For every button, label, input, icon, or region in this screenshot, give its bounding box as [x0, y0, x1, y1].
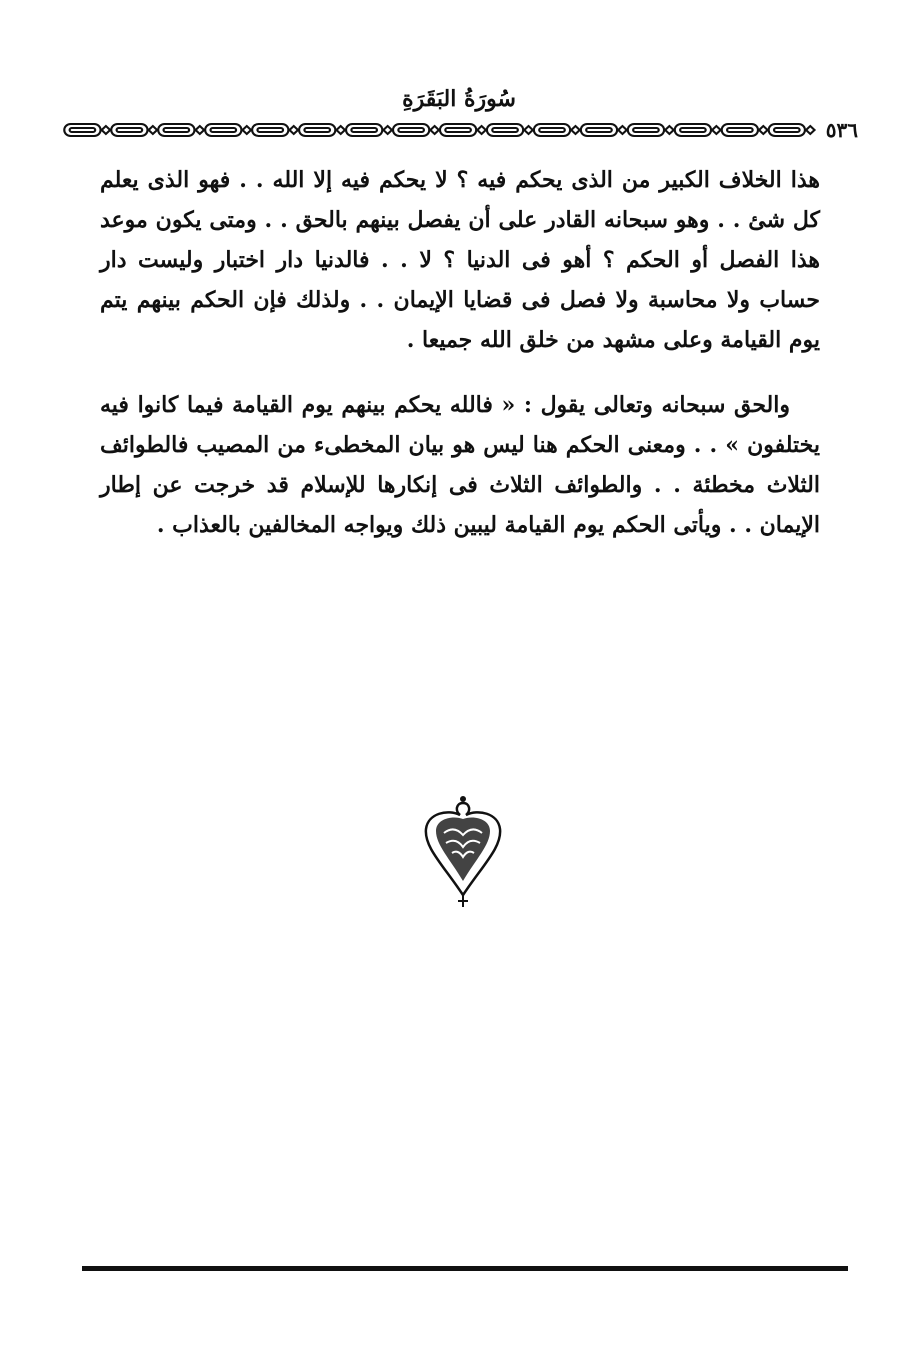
paragraph-1: هذا الخلاف الكبير من الذى يحكم فيه ؟ لا يحكم فيه إلا الله . . فهو الذى يعلم كل شئ . . وهو سبحانه القادر على أن يفصل بينهم بالحق . . ومتى يكون موعد هذا الفصل أو الحكم ؟ أهو فى الدنيا ؟ لا . . فالدنيا دار اختبار وليست دار حساب ولا محاسبة ولا فصل فى قضايا الإيمان . . ولذلك فإن الحكم بينهم يتم يوم القيامة وعلى مشهد من خلق الله جميعا . — [100, 167, 820, 353]
heart-ornament-icon — [418, 795, 508, 910]
footer-rule — [82, 1266, 848, 1271]
paragraph-2: والحق سبحانه وتعالى يقول : « فالله يحكم بينهم يوم القيامة فيما كانوا فيه يختلفون » . . ومعنى الحكم هنا ليس هو بيان المخطىء من المصيب فالطوائف الثلاث مخطئة . . والطوائف الثلاث فى إنكارها للإسلام قد خرجت عن إطار الإيمان . . ويأتى الحكم يوم القيامة ليبين ذلك ويواجه المخالفين بالعذاب . — [100, 392, 820, 538]
page-header — [60, 80, 858, 150]
chain-border-icon — [60, 120, 818, 140]
surah-title: سُورَةُ البَقَرَةِ — [402, 86, 516, 112]
page-number: ٥٣٦ — [825, 118, 858, 142]
header-border — [60, 118, 858, 142]
body-text — [100, 160, 820, 545]
